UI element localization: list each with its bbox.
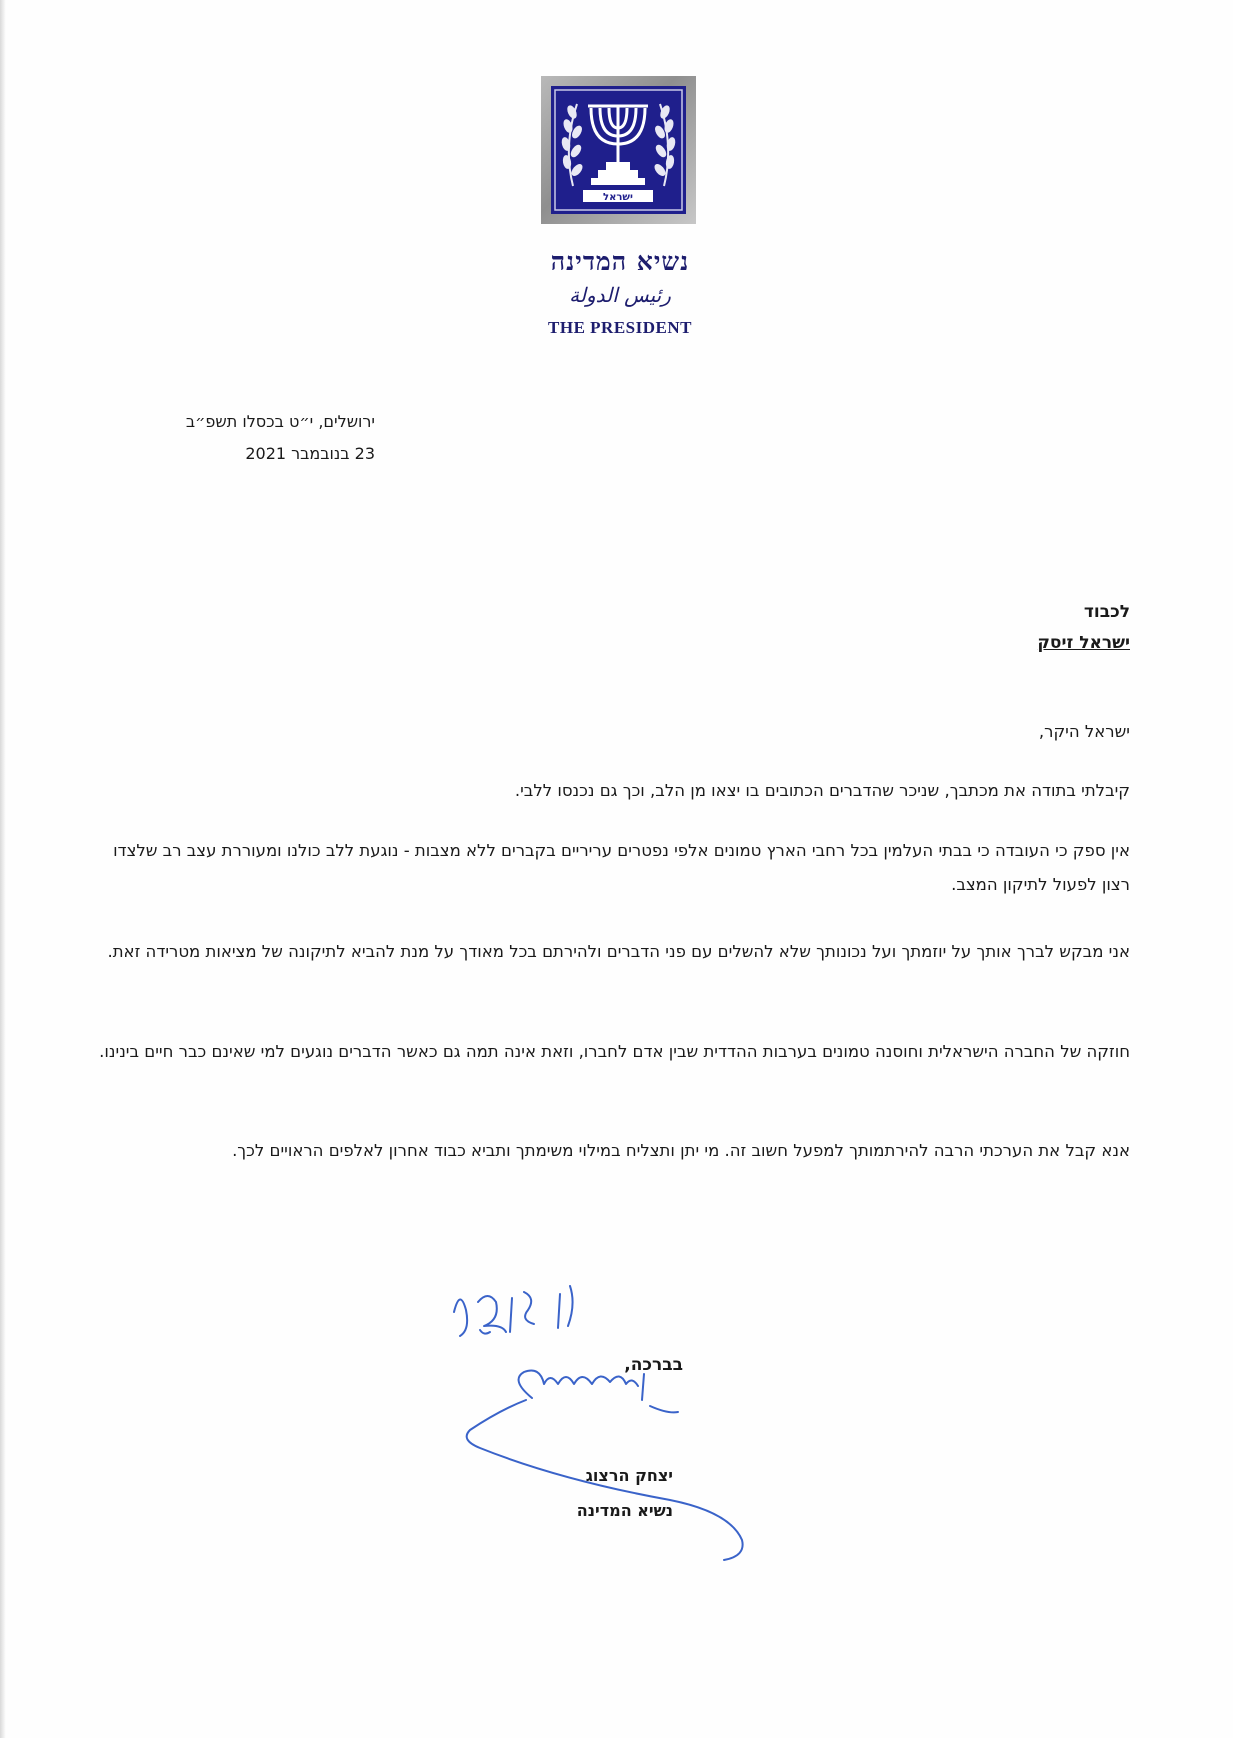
state-emblem [541, 76, 696, 224]
body-paragraph: קיבלתי בתודה את מכתבך, שניכר שהדברים הכתובים בו יצאו מן הלב, וכך גם נכנסו ללבי. [514, 781, 1130, 800]
body-paragraph: אנא קבל את הערכתי הרבה להירתמותך למפעל חשוב זה. מי יתן ותצליח במילוי משימתך ותביא כבוד אחרון לאלפים הראויים לכך. [232, 1141, 1130, 1160]
closing: בברכה, [624, 1355, 683, 1375]
body-paragraph: אין ספק כי העובדה כי בבתי העלמין בכל רחבי הארץ טמונים אלפי נפטרים עריריים בקברים ללא מצבות - נוגעת ללב כולנו ומעוררת עצב רב שלצדו רצון לפעול לתיקון המצב. [113, 841, 1130, 894]
body-paragraph: אני מבקש לברך אותך על יוזמתך ועל נכונותך שלא להשלים עם פני הדברים ולהירתם בכל מאודך על מנת להביא לתיקונה של מציאות מטרידה זאת. [107, 942, 1130, 961]
menorah-emblem-icon [551, 86, 686, 214]
emblem-caption: ישראל [603, 192, 633, 203]
signatory-title: נשיא המדינה [576, 1501, 673, 1520]
letterhead-title-hebrew: נשיא המדינה [550, 247, 690, 276]
date-gregorian: 23 בנובמבר 2021 [245, 444, 375, 463]
emblem-field [551, 86, 686, 214]
salutation-prefix: לכבוד [1083, 602, 1130, 622]
page-edge-shadow [0, 0, 6, 1738]
greeting: ישראל היקר, [1038, 722, 1130, 741]
date-hebrew: ירושלים, י״ט בכסלו תשפ״ב [185, 412, 375, 431]
letterhead-title-english: THE PRESIDENT [548, 318, 692, 337]
recipient-name: ישראל זיסק [1037, 633, 1130, 653]
handwritten-signature [440, 1280, 800, 1570]
letterhead-title-arabic: رئيس الدولة [569, 283, 671, 307]
signatory-name: יצחק הרצוג [585, 1466, 673, 1485]
body-paragraph: חוזקה של החברה הישראלית וחוסנה טמונים בערבות ההדדית שבין אדם לחברו, וזאת אינה תמה גם כאשר הדברים נוגעים למי שאינם כבר חיים בינינו. [99, 1042, 1130, 1061]
